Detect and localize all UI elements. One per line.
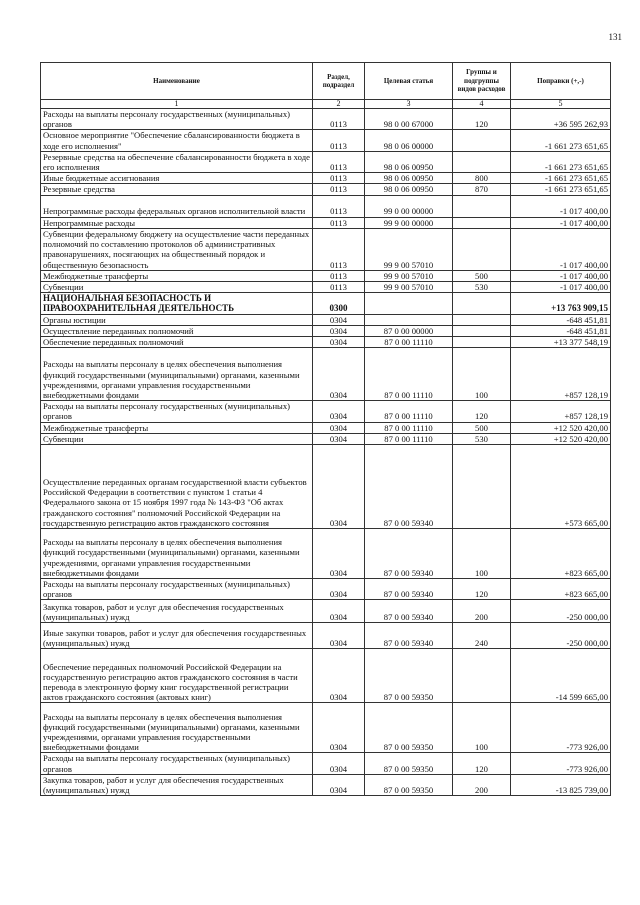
row-expense-group-cell: 530 — [453, 282, 511, 293]
row-section-cell: 0113 — [313, 151, 365, 172]
row-expense-group-cell — [453, 337, 511, 348]
row-target-article-cell: 87 0 00 11110 — [365, 433, 453, 444]
header-expense-group: Группы и подгруппы видов расходов — [453, 63, 511, 100]
row-expense-group-cell — [453, 314, 511, 325]
page-number: 131 — [608, 32, 622, 42]
row-name-cell: Субвенции — [41, 282, 313, 293]
row-expense-group-cell: 100 — [453, 529, 511, 579]
table-row — [41, 445, 611, 529]
row-name-cell: Расходы на выплаты персоналу государственных (муниципальных) органов — [41, 109, 313, 130]
row-target-article-cell: 98 0 06 00000 — [365, 130, 453, 151]
row-expense-group-cell — [453, 130, 511, 151]
row-amount-cell: -1 661 273 651,65 — [511, 173, 611, 184]
row-target-article-cell: 99 9 00 57010 — [365, 228, 453, 270]
row-name-cell: Резервные средства на обеспечение сбалансированности бюджета в ходе его исполнения — [41, 151, 313, 172]
row-amount-cell: +13 763 909,15 — [511, 293, 611, 314]
table-body — [41, 109, 611, 796]
row-name-cell: Иные закупки товаров, работ и услуг для обеспечения государственных (муниципальных) нужд — [41, 623, 313, 649]
row-name-cell: Субвенции федеральному бюджету на осуществление части переданных полномочий по составлению протоколов об административных правонарушениях, посягающих на общественный порядок и общественную безопасность — [41, 228, 313, 270]
row-section-cell: 0304 — [313, 314, 365, 325]
column-number: 3 — [365, 100, 453, 109]
row-target-article-cell: 99 9 00 57010 — [365, 270, 453, 281]
row-target-article-cell: 87 0 00 11110 — [365, 337, 453, 348]
row-amount-cell: +823 665,00 — [511, 529, 611, 579]
row-target-article-cell: 98 0 00 67000 — [365, 109, 453, 130]
table-row — [41, 270, 611, 281]
row-section-cell: 0113 — [313, 228, 365, 270]
row-target-article-cell: 87 0 00 59350 — [365, 649, 453, 703]
row-amount-cell: -1 661 273 651,65 — [511, 151, 611, 172]
row-section-cell: 0300 — [313, 293, 365, 314]
row-expense-group-cell: 120 — [453, 401, 511, 422]
row-target-article-cell: 98 0 06 00950 — [365, 173, 453, 184]
row-target-article-cell: 87 0 00 59350 — [365, 703, 453, 753]
table-row — [41, 173, 611, 184]
row-expense-group-cell: 240 — [453, 623, 511, 649]
row-expense-group-cell: 200 — [453, 774, 511, 795]
table-row — [41, 293, 611, 314]
table-row — [41, 433, 611, 444]
row-section-cell: 0304 — [313, 325, 365, 336]
table-row — [41, 325, 611, 336]
row-amount-cell: -773 926,00 — [511, 703, 611, 753]
row-amount-cell: -648 451,81 — [511, 325, 611, 336]
row-target-article-cell: 87 0 00 59340 — [365, 623, 453, 649]
row-target-article-cell: 87 0 00 59340 — [365, 579, 453, 600]
table-row — [41, 228, 611, 270]
row-amount-cell: -1 017 400,00 — [511, 217, 611, 228]
row-expense-group-cell: 120 — [453, 109, 511, 130]
column-number: 2 — [313, 100, 365, 109]
row-section-cell: 0304 — [313, 529, 365, 579]
row-expense-group-cell — [453, 445, 511, 529]
row-section-cell: 0113 — [313, 184, 365, 195]
table-row — [41, 337, 611, 348]
row-expense-group-cell: 120 — [453, 579, 511, 600]
row-section-cell: 0113 — [313, 109, 365, 130]
row-name-cell: Расходы на выплаты персоналу в целях обеспечения выполнения функций государственными (муниципальными) органами, казенными учреждениями, органами управления государственными внебюджетными фондами — [41, 348, 313, 401]
table-row — [41, 529, 611, 579]
row-amount-cell: +823 665,00 — [511, 579, 611, 600]
row-expense-group-cell: 500 — [453, 270, 511, 281]
row-target-article-cell: 87 0 00 59340 — [365, 529, 453, 579]
row-name-cell: Расходы на выплаты персоналу государственных (муниципальных) органов — [41, 401, 313, 422]
row-amount-cell: -14 599 665,00 — [511, 649, 611, 703]
row-expense-group-cell: 120 — [453, 753, 511, 774]
row-amount-cell: +12 520 420,00 — [511, 422, 611, 433]
row-expense-group-cell: 800 — [453, 173, 511, 184]
row-amount-cell: -250 000,00 — [511, 623, 611, 649]
row-amount-cell: +573 665,00 — [511, 445, 611, 529]
row-amount-cell: -1 017 400,00 — [511, 195, 611, 217]
row-name-cell: Осуществление переданных органам государственной власти субъектов Российской Федерации в соответствии с пунктом 1 статьи 4 Федерального закона от 15 ноября 1997 года № 143-ФЗ "Об актах гражданского состояния" полномочий Российской Федерации на государственную регистрацию актов гражданского состояния — [41, 445, 313, 529]
row-amount-cell: -648 451,81 — [511, 314, 611, 325]
row-amount-cell: -1 661 273 651,65 — [511, 130, 611, 151]
table-row — [41, 195, 611, 217]
row-expense-group-cell: 100 — [453, 703, 511, 753]
row-amount-cell: +13 377 548,19 — [511, 337, 611, 348]
row-expense-group-cell — [453, 228, 511, 270]
table-row — [41, 774, 611, 795]
row-target-article-cell: 87 0 00 59350 — [365, 774, 453, 795]
row-amount-cell: +857 128,19 — [511, 348, 611, 401]
row-expense-group-cell: 870 — [453, 184, 511, 195]
row-name-cell: Расходы на выплаты персоналу государственных (муниципальных) органов — [41, 753, 313, 774]
table-row — [41, 703, 611, 753]
row-expense-group-cell — [453, 649, 511, 703]
row-amount-cell: -1 017 400,00 — [511, 228, 611, 270]
row-target-article-cell: 87 0 00 59340 — [365, 600, 453, 623]
column-number-row — [41, 100, 611, 109]
row-amount-cell: +36 595 262,93 — [511, 109, 611, 130]
row-target-article-cell: 98 0 06 00950 — [365, 184, 453, 195]
row-expense-group-cell — [453, 217, 511, 228]
budget-amendments-table — [40, 62, 611, 796]
row-amount-cell: -1 017 400,00 — [511, 282, 611, 293]
row-section-cell: 0304 — [313, 649, 365, 703]
row-section-cell: 0113 — [313, 282, 365, 293]
row-section-cell: 0304 — [313, 774, 365, 795]
row-target-article-cell: 87 0 00 59340 — [365, 445, 453, 529]
table-row — [41, 401, 611, 422]
table-row — [41, 649, 611, 703]
row-name-cell: Расходы на выплаты персоналу в целях обеспечения выполнения функций государственными (муниципальными) органами, казенными учреждениями, органами управления государственными внебюджетными фондами — [41, 703, 313, 753]
row-section-cell: 0304 — [313, 600, 365, 623]
table-row — [41, 623, 611, 649]
row-amount-cell: -1 017 400,00 — [511, 270, 611, 281]
row-amount-cell: -250 000,00 — [511, 600, 611, 623]
table-row — [41, 282, 611, 293]
table-row — [41, 130, 611, 151]
header-section: Раздел, подраздел — [313, 63, 365, 100]
row-name-cell: Межбюджетные трансферты — [41, 270, 313, 281]
row-section-cell: 0113 — [313, 270, 365, 281]
row-section-cell: 0304 — [313, 753, 365, 774]
row-expense-group-cell: 100 — [453, 348, 511, 401]
row-section-cell: 0304 — [313, 337, 365, 348]
row-target-article-cell: 87 0 00 59350 — [365, 753, 453, 774]
row-amount-cell: -1 661 273 651,65 — [511, 184, 611, 195]
row-section-cell: 0113 — [313, 195, 365, 217]
row-target-article-cell: 99 9 00 57010 — [365, 282, 453, 293]
table-row — [41, 579, 611, 600]
row-amount-cell: -773 926,00 — [511, 753, 611, 774]
row-target-article-cell: 87 0 00 00000 — [365, 325, 453, 336]
row-expense-group-cell: 530 — [453, 433, 511, 444]
row-name-cell: Непрограммные расходы федеральных органов исполнительной власти — [41, 195, 313, 217]
row-target-article-cell: 87 0 00 11110 — [365, 401, 453, 422]
column-number: 1 — [41, 100, 313, 109]
row-name-cell: Расходы на выплаты персоналу государственных (муниципальных) органов — [41, 579, 313, 600]
row-name-cell: Субвенции — [41, 433, 313, 444]
row-section-cell: 0304 — [313, 348, 365, 401]
table-header-row — [41, 63, 611, 100]
row-section-cell: 0304 — [313, 433, 365, 444]
row-name-cell: НАЦИОНАЛЬНАЯ БЕЗОПАСНОСТЬ И ПРАВООХРАНИТЕЛЬНАЯ ДЕЯТЕЛЬНОСТЬ — [41, 293, 313, 314]
header-target-article: Целевая статья — [365, 63, 453, 100]
row-section-cell: 0304 — [313, 623, 365, 649]
table-row — [41, 348, 611, 401]
table-row — [41, 184, 611, 195]
row-section-cell: 0304 — [313, 422, 365, 433]
header-amendment-amount: Поправки (+,-) — [511, 63, 611, 100]
row-target-article-cell — [365, 314, 453, 325]
row-section-cell: 0304 — [313, 445, 365, 529]
row-section-cell: 0113 — [313, 130, 365, 151]
row-name-cell: Резервные средства — [41, 184, 313, 195]
table-row — [41, 422, 611, 433]
table-row — [41, 151, 611, 172]
table-row — [41, 109, 611, 130]
row-expense-group-cell: 500 — [453, 422, 511, 433]
row-name-cell: Межбюджетные трансферты — [41, 422, 313, 433]
row-expense-group-cell: 200 — [453, 600, 511, 623]
row-name-cell: Обеспечение переданных полномочий — [41, 337, 313, 348]
row-expense-group-cell — [453, 293, 511, 314]
row-section-cell: 0304 — [313, 579, 365, 600]
row-name-cell: Органы юстиции — [41, 314, 313, 325]
row-target-article-cell: 99 0 00 00000 — [365, 195, 453, 217]
row-name-cell: Непрограммные расходы — [41, 217, 313, 228]
row-name-cell: Основное мероприятие "Обеспечение сбалансированности бюджета в ходе его исполнения" — [41, 130, 313, 151]
row-amount-cell: -13 825 739,00 — [511, 774, 611, 795]
table-row — [41, 314, 611, 325]
row-section-cell: 0113 — [313, 173, 365, 184]
row-target-article-cell: 99 9 00 00000 — [365, 217, 453, 228]
row-name-cell: Закупка товаров, работ и услуг для обеспечения государственных (муниципальных) нужд — [41, 774, 313, 795]
header-name: Наименование — [41, 63, 313, 100]
row-expense-group-cell — [453, 151, 511, 172]
table-row — [41, 217, 611, 228]
column-number: 4 — [453, 100, 511, 109]
table-row — [41, 753, 611, 774]
row-name-cell: Закупка товаров, работ и услуг для обеспечения государственных (муниципальных) нужд — [41, 600, 313, 623]
row-expense-group-cell — [453, 325, 511, 336]
row-target-article-cell: 98 0 06 00950 — [365, 151, 453, 172]
row-expense-group-cell — [453, 195, 511, 217]
row-name-cell: Осуществление переданных полномочий — [41, 325, 313, 336]
row-amount-cell: +857 128,19 — [511, 401, 611, 422]
row-section-cell: 0304 — [313, 401, 365, 422]
column-number: 5 — [511, 100, 611, 109]
row-amount-cell: +12 520 420,00 — [511, 433, 611, 444]
row-target-article-cell: 87 0 00 11110 — [365, 348, 453, 401]
table-row — [41, 600, 611, 623]
row-target-article-cell: 87 0 00 11110 — [365, 422, 453, 433]
row-section-cell: 0304 — [313, 703, 365, 753]
row-section-cell: 0113 — [313, 217, 365, 228]
row-name-cell: Расходы на выплаты персоналу в целях обеспечения выполнения функций государственными (муниципальными) органами, казенными учреждениями, органами управления государственными внебюджетными фондами — [41, 529, 313, 579]
row-name-cell: Иные бюджетные ассигнования — [41, 173, 313, 184]
row-name-cell: Обеспечение переданных полномочий Российской Федерации на государственную регистрацию актов гражданского состояния в части перевода в электронную форму книг государственной регистрации актов гражданского состояния (актовых книг) — [41, 649, 313, 703]
row-target-article-cell — [365, 293, 453, 314]
